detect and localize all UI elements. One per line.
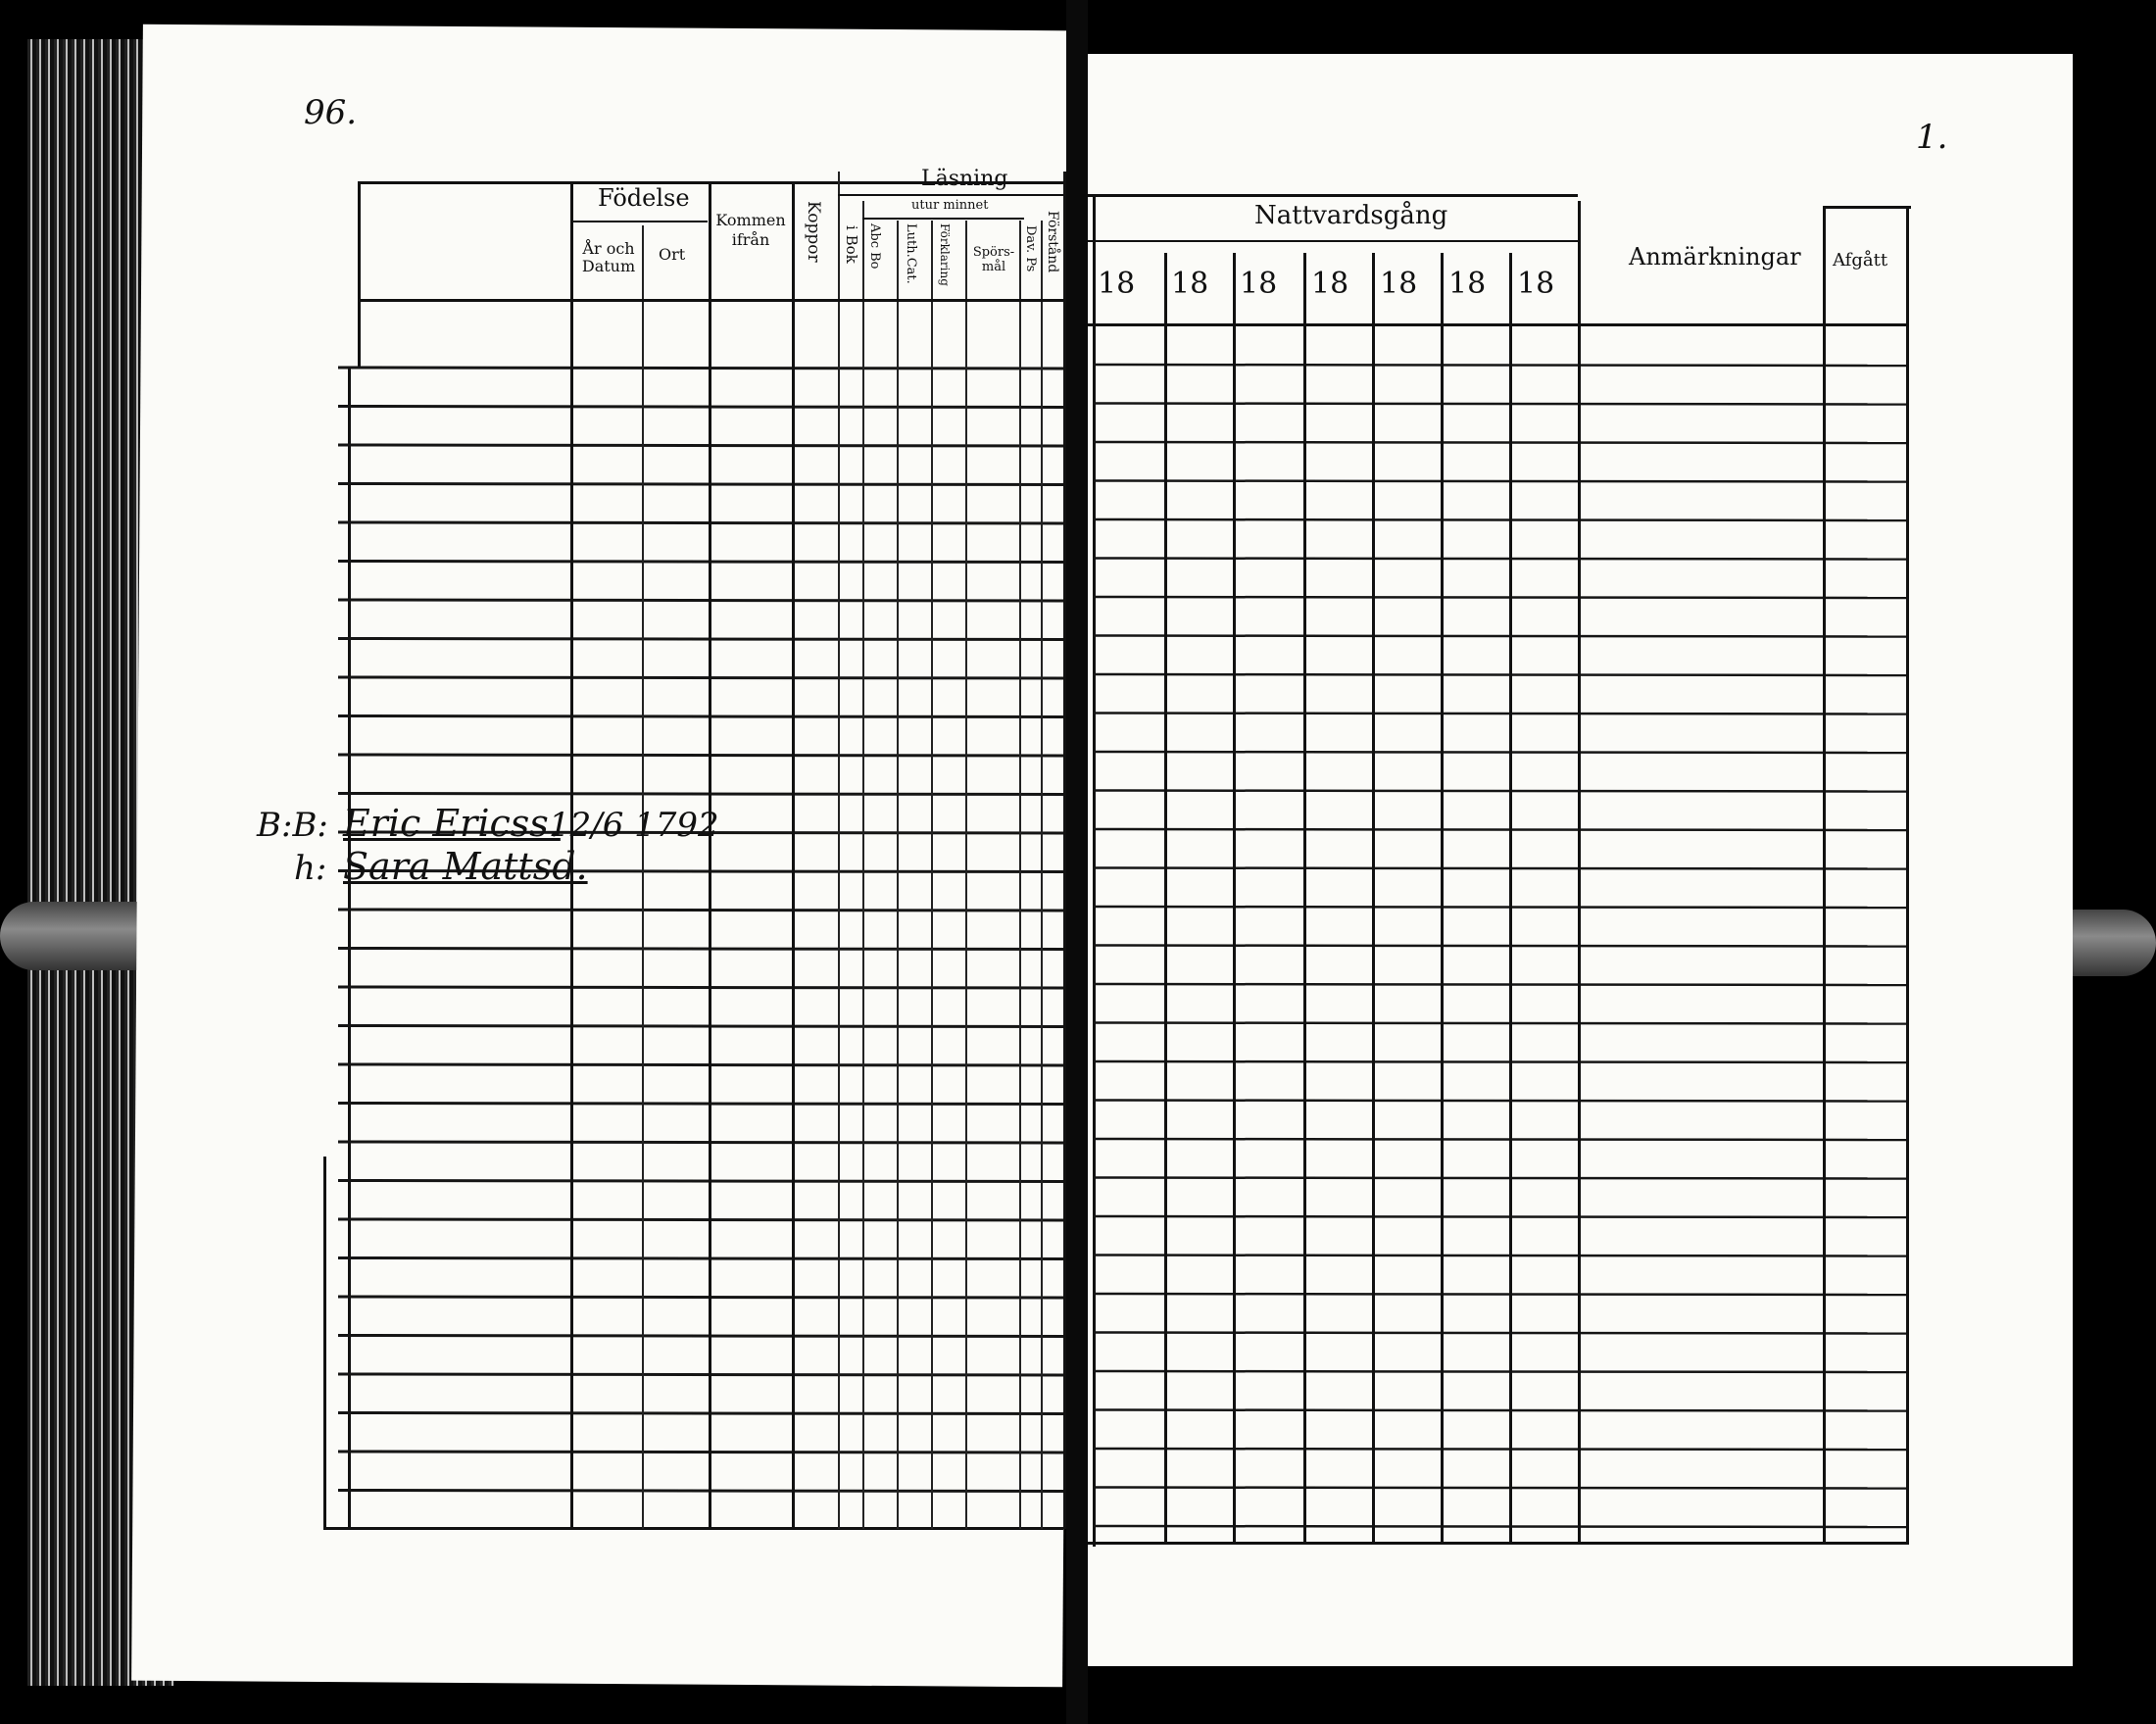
ruled-row-line	[1093, 791, 1906, 792]
ruled-row-line	[1093, 1410, 1906, 1411]
year-column-6: 18	[1517, 267, 1555, 301]
ruled-row-line	[1093, 1216, 1906, 1217]
ruled-row-line	[1093, 519, 1906, 520]
luther-cat-header: Luth.Cat.	[904, 223, 918, 284]
year-column-3: 18	[1311, 267, 1349, 301]
ruled-row-line	[1093, 984, 1906, 985]
abc-book-header: Abc Bo	[867, 223, 882, 270]
ruled-row-line	[1093, 1488, 1906, 1489]
birth-group-header: Födelse	[598, 184, 690, 212]
page-number-right: 1.	[1916, 118, 1948, 157]
year-column-1: 18	[1171, 267, 1209, 301]
ruled-row-line	[1093, 946, 1906, 947]
ruled-row-line	[1093, 1333, 1906, 1334]
ruled-row-line	[1093, 1526, 1906, 1527]
year-column-4: 18	[1380, 267, 1418, 301]
ruled-row-line	[1093, 829, 1906, 830]
ruled-row-line	[1093, 868, 1906, 869]
year-prefix-header: 18	[1098, 267, 1136, 301]
remarks-header: Anmärkningar	[1629, 243, 1801, 271]
ruled-row-line	[1093, 1061, 1906, 1062]
understanding-header: Förstånd	[1045, 211, 1060, 273]
ruled-row-line	[1093, 907, 1906, 908]
ruled-row-line	[1093, 442, 1906, 443]
explanation-header: Förklaring	[938, 223, 952, 286]
entry-1-birth-date: 12/6 1792	[549, 806, 719, 845]
ruled-row-line	[1093, 1023, 1906, 1024]
ruled-row-line	[1093, 404, 1906, 405]
ruled-row-line	[1093, 481, 1906, 482]
birth-date-header: År och Datum	[581, 239, 636, 275]
ruled-row-line	[1093, 752, 1906, 753]
ruled-row-line	[1093, 365, 1906, 366]
in-book-header: i Bok	[843, 225, 860, 264]
smallpox-header: Koppor	[804, 201, 823, 263]
ruled-row-line	[1093, 1139, 1906, 1140]
ruled-row-line	[1093, 1294, 1906, 1295]
came-from-header: Kommen ifrån	[715, 211, 786, 249]
year-column-2: 18	[1240, 267, 1278, 301]
entry-1-name: Eric Ericss.	[343, 802, 561, 845]
ruled-row-line	[1093, 559, 1906, 560]
reading-group-header: Läsning	[921, 167, 1008, 191]
from-memory-header: utur minnet	[911, 198, 989, 213]
page-number-left: 96.	[304, 93, 358, 132]
ruled-row-line	[1093, 1371, 1906, 1372]
birth-place-header: Ort	[659, 245, 686, 264]
ruled-row-line	[1093, 1101, 1906, 1102]
dav-ps-header: Dav. Ps	[1023, 225, 1038, 272]
departed-header: Afgått	[1833, 250, 1888, 271]
ruled-row-line	[1093, 1449, 1906, 1450]
ruled-row-line	[1093, 1178, 1906, 1179]
questions-header: Spörs-mål	[972, 245, 1015, 274]
entry-1-prefix: B:B:	[257, 806, 328, 845]
communion-group-header: Nattvardsgång	[1254, 201, 1448, 230]
year-column-5: 18	[1448, 267, 1487, 301]
ruled-row-line	[1093, 674, 1906, 675]
ruled-row-line	[1093, 597, 1906, 598]
ruled-row-line	[1093, 636, 1906, 637]
entry-2-prefix: h:	[294, 849, 327, 888]
entry-2-name: Sara Mattsd.	[343, 845, 588, 888]
